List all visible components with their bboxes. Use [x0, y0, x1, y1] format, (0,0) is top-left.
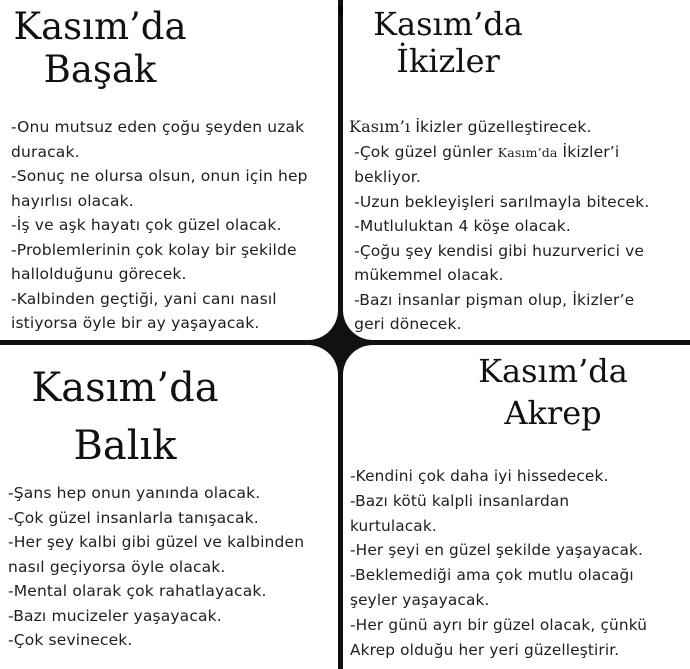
card-akrep: [343, 345, 690, 669]
list-item: -Her şey kalbi gibi güzel ve kalbinden: [8, 533, 305, 551]
card-title: [0, 6, 200, 91]
intro-rest: İkizler güzelleştirecek.: [410, 118, 592, 136]
card-balik: [0, 345, 338, 669]
list-item: [349, 263, 649, 288]
list-item: -Problemlerinin çok kolay bir şekilde: [11, 240, 297, 259]
title-line-2: Balık: [73, 423, 177, 469]
list-item: -Bazı kötü kalpli insanlardan: [350, 491, 570, 510]
list-item: [349, 190, 649, 215]
title-line-2: İkizler: [396, 41, 500, 80]
list-item-text: -Bazı insanlar pişman olup, İkizler’e: [354, 290, 635, 309]
list-item: -Kalbinden geçtiği, yani canı nasıl: [11, 289, 277, 308]
list-item: -Şans hep onun yanında olacak.: [8, 484, 261, 502]
title-line-2: Akrep: [504, 393, 602, 432]
list-item: -İş ve aşk hayatı çok güzel olacak.: [11, 216, 282, 234]
title-line-1: Kasım’da: [31, 365, 219, 411]
list-item-text: geri dönecek.: [354, 315, 462, 333]
title-line-2: Başak: [43, 47, 157, 91]
card-title: [0, 359, 250, 475]
card-ikizler: [343, 0, 690, 340]
prediction-list: [349, 115, 649, 337]
card-title: [343, 6, 553, 80]
list-item-text: bekliyor.: [354, 168, 421, 186]
prediction-list: [11, 115, 308, 336]
list-item: -Bazı mucizeler yaşayacak.: [8, 606, 222, 625]
list-item: duracak.: [11, 142, 80, 161]
title-line-1: Kasım’da: [373, 5, 523, 43]
list-item: şeyler yaşayacak.: [350, 590, 490, 609]
list-item: -Beklemediği ama çok mutlu olacağı: [350, 566, 634, 585]
list-item: [349, 165, 649, 190]
list-item: [349, 239, 649, 264]
title-line-1: Kasım’da: [13, 5, 187, 48]
list-item: -Mental olarak çok rahatlayacak.: [8, 582, 267, 600]
list-item-text: -Mutluluktan 4 köşe olacak.: [354, 217, 572, 235]
list-item: -Çok güzel insanlarla tanışacak.: [8, 508, 259, 527]
list-item: -Her günü ayrı bir güzel olacak, çünkü: [350, 615, 648, 634]
list-item: -Kendini çok daha iyi hissedecek.: [350, 467, 609, 485]
prediction-list: [350, 464, 647, 662]
list-item-text: mükemmel olacak.: [354, 266, 504, 284]
prediction-list: [8, 481, 304, 653]
list-item: [349, 288, 649, 313]
card-title: [433, 351, 673, 434]
list-item: -Sonuç ne olursa olsun, onun için hep: [11, 167, 308, 185]
list-item: hayırlısı olacak.: [11, 191, 134, 210]
list-item: Akrep olduğu her yeri güzelleştirir.: [350, 640, 620, 659]
card-basak: [0, 0, 338, 340]
line-serif-word: Kasım’da: [497, 144, 558, 160]
list-item: -Onu mutsuz eden çoğu şeyden uzak: [11, 118, 305, 136]
list-item: nasıl geçiyorsa öyle olacak.: [8, 557, 226, 576]
list-item-text: -Uzun bekleyişleri sarılmayla bitecek.: [354, 192, 650, 211]
list-item: [349, 140, 649, 166]
list-item: istiyorsa öyle bir ay yaşayacak.: [11, 314, 260, 332]
line-end: İkizler’i: [557, 142, 620, 161]
list-item-text: -Çoğu şey kendisi gibi huzurverici ve: [354, 241, 645, 260]
intro-line: [349, 115, 649, 140]
list-item: -Her şeyi en güzel şekilde yaşayacak.: [350, 541, 644, 560]
list-item: -Çok sevinecek.: [8, 631, 133, 649]
list-item: [349, 214, 649, 239]
title-line-1: Kasım’da: [478, 352, 628, 390]
line-start: -Çok güzel günler: [354, 142, 498, 161]
list-item: [349, 312, 649, 337]
list-item: kurtulacak.: [350, 516, 437, 535]
intro-word: Kasım’ı: [349, 117, 411, 136]
list-item: hallolduğunu görecek.: [11, 265, 187, 283]
